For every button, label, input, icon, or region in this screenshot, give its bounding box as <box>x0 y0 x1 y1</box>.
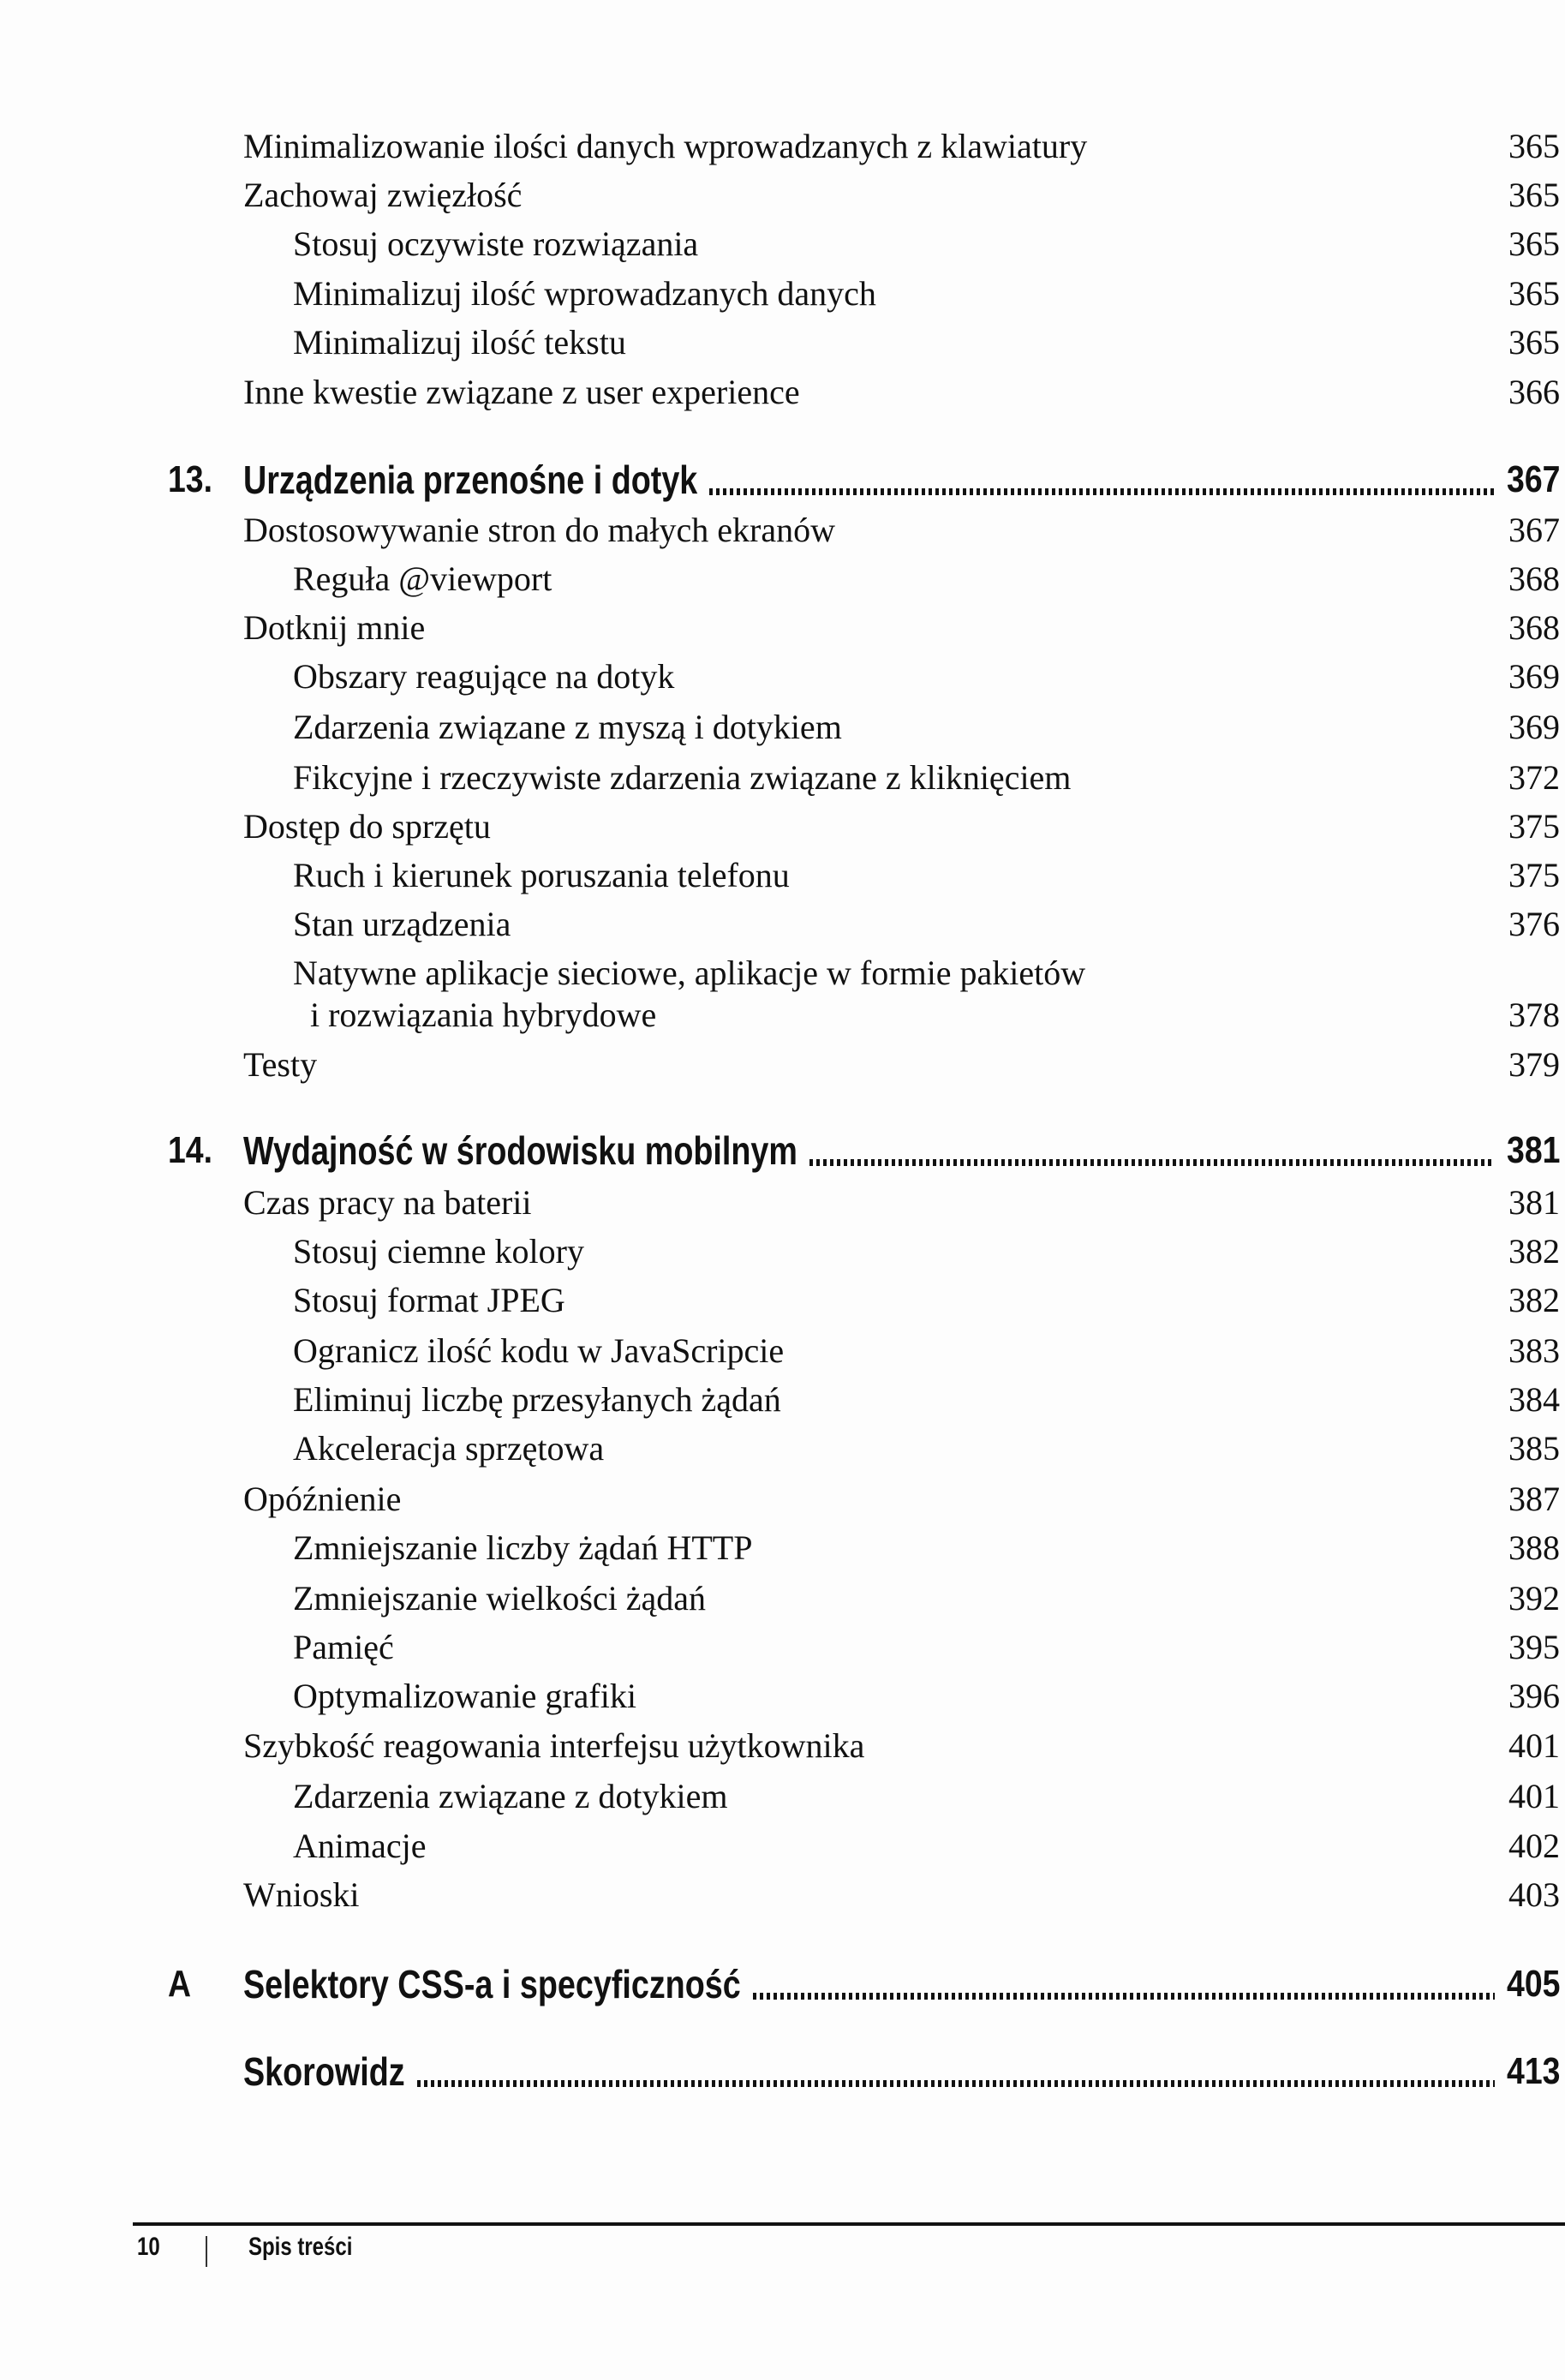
entry-page-number: 392 <box>1508 1579 1560 1618</box>
entry-title: Zmniejszanie liczby żądań HTTP <box>293 1528 753 1567</box>
entry-page-number: 387 <box>1508 1480 1560 1518</box>
entry-page-number: 375 <box>1508 856 1560 894</box>
toc-entry <box>0 851 1565 900</box>
entry-title: Stosuj oczywiste rozwiązania <box>293 224 699 263</box>
toc-entry <box>0 990 1565 1040</box>
entry-title: Optymalizowanie grafiki <box>293 1677 636 1715</box>
entry-title: Ruch i kierunek poruszania telefonu <box>293 856 790 894</box>
entry-title: Zdarzenia związane z myszą i dotykiem <box>293 708 842 746</box>
entry-title: Minimalizuj ilość tekstu <box>293 323 626 362</box>
toc-entry <box>0 1227 1565 1277</box>
toc-entry <box>0 1623 1565 1672</box>
entry-page-number: 365 <box>1508 176 1560 214</box>
entry-title: Akceleracja sprzętowa <box>293 1429 605 1468</box>
entry-title: Minimalizowanie ilości danych wprowadzanych z klawiatury <box>243 127 1088 165</box>
chapter-number: 14. <box>168 1129 212 1171</box>
entry-page-number: 395 <box>1508 1628 1560 1666</box>
toc-entry <box>0 1721 1565 1771</box>
entry-title: Obszary reagujące na dotyk <box>293 657 675 696</box>
entry-title: Zdarzenia związane z dotykiem <box>293 1777 728 1815</box>
entry-page-number: 401 <box>1508 1777 1560 1815</box>
entry-title: Reguła @viewport <box>293 559 553 598</box>
entry-title: Pamięć <box>293 1628 394 1666</box>
toc-entry <box>0 122 1565 171</box>
chapter-title: Urządzenia przenośne i dotyk <box>243 457 698 502</box>
chapter-title: Wydajność w środowisku mobilnym <box>243 1128 797 1173</box>
chapter-page-number: 413 <box>1506 2050 1560 2092</box>
chapter-number: 13. <box>168 458 212 500</box>
entry-title: Opóźnienie <box>243 1480 402 1518</box>
entry-page-number: 403 <box>1508 1875 1560 1914</box>
entry-page-number: 375 <box>1508 807 1560 846</box>
chapter-page-number: 405 <box>1506 1963 1560 2005</box>
toc-entry <box>0 603 1565 653</box>
toc-entry <box>0 219 1565 269</box>
entry-page-number: 365 <box>1508 224 1560 263</box>
entry-title: Stosuj ciemne kolory <box>293 1232 584 1271</box>
chapter-number: A <box>168 1963 192 2005</box>
toc-entry <box>0 1821 1565 1871</box>
toc-entry <box>0 318 1565 368</box>
dot-leader <box>753 1993 1495 2000</box>
entry-title: Testy <box>243 1045 318 1084</box>
entry-page-number: 365 <box>1508 274 1560 313</box>
toc-entry <box>0 1326 1565 1376</box>
toc-chapter-entry <box>0 1123 1565 1178</box>
entry-title: Inne kwestie związane z user experience <box>243 373 800 411</box>
entry-page-number: 382 <box>1508 1281 1560 1319</box>
toc-entry <box>0 368 1565 417</box>
toc-entry <box>0 505 1565 555</box>
toc-entry <box>0 1424 1565 1474</box>
footer-separator <box>206 2236 207 2267</box>
entry-page-number: 369 <box>1508 657 1560 696</box>
dot-leader <box>417 2080 1495 2087</box>
toc-chapter-entry <box>0 2044 1565 2099</box>
entry-page-number: 365 <box>1508 127 1560 165</box>
dot-leader <box>709 488 1495 495</box>
entry-title: Wnioski <box>243 1875 360 1914</box>
entry-page-number: 368 <box>1508 608 1560 647</box>
toc-entry <box>0 1671 1565 1721</box>
entry-title: Ogranicz ilość kodu w JavaScripcie <box>293 1331 785 1370</box>
entry-page-number: 369 <box>1508 708 1560 746</box>
toc-chapter-entry <box>0 452 1565 507</box>
entry-page-number: 368 <box>1508 559 1560 598</box>
entry-page-number: 401 <box>1508 1726 1560 1765</box>
entry-title: Dotknij mnie <box>243 608 426 647</box>
toc-entry <box>0 753 1565 803</box>
entry-page-number: 381 <box>1508 1183 1560 1222</box>
entry-title: Stan urządzenia <box>293 905 511 943</box>
entry-page-number: 378 <box>1508 996 1560 1034</box>
entry-title: Animacje <box>293 1827 427 1865</box>
dot-leader <box>809 1159 1495 1166</box>
chapter-page-number: 367 <box>1506 458 1560 500</box>
entry-title: Fikcyjne i rzeczywiste zdarzenia związane z kliknięciem <box>293 758 1072 797</box>
entry-title: Minimalizuj ilość wprowadzanych danych <box>293 274 876 313</box>
entry-title: Czas pracy na baterii <box>243 1183 532 1222</box>
toc-entry <box>0 1772 1565 1821</box>
entry-title: Szybkość reagowania interfejsu użytkownika <box>243 1726 865 1765</box>
toc-entry <box>0 1276 1565 1325</box>
entry-page-number: 396 <box>1508 1677 1560 1715</box>
entry-title: Dostęp do sprzętu <box>243 807 491 846</box>
chapter-title: Selektory CSS-a i specyficzność <box>243 1962 741 2006</box>
toc-entry <box>0 269 1565 319</box>
toc-entry <box>0 1870 1565 1920</box>
entry-page-number: 402 <box>1508 1827 1560 1865</box>
toc-entry <box>0 900 1565 949</box>
toc-entry <box>0 170 1565 220</box>
entry-page-number: 382 <box>1508 1232 1560 1271</box>
entry-page-number: 367 <box>1508 511 1560 549</box>
entry-page-number: 366 <box>1508 373 1560 411</box>
toc-entry <box>0 802 1565 852</box>
entry-title: i rozwiązania hybrydowe <box>310 996 657 1034</box>
toc-entry <box>0 1523 1565 1573</box>
entry-page-number: 379 <box>1508 1045 1560 1084</box>
entry-page-number: 383 <box>1508 1331 1560 1370</box>
toc-entry <box>0 1474 1565 1524</box>
toc-entry <box>0 1178 1565 1228</box>
toc-entry <box>0 554 1565 604</box>
footer-title: Spis treści <box>248 2233 353 2261</box>
entry-page-number: 365 <box>1508 323 1560 362</box>
chapter-title: Skorowidz <box>243 2049 405 2094</box>
entry-title: Zachowaj zwięzłość <box>243 176 523 214</box>
entry-title: Natywne aplikacje sieciowe, aplikacje w formie pakietów <box>293 954 1086 992</box>
chapter-page-number: 381 <box>1506 1129 1560 1171</box>
toc-entry <box>0 703 1565 752</box>
toc-entry <box>0 1574 1565 1624</box>
toc-entry <box>0 1375 1565 1425</box>
toc-entry <box>0 1040 1565 1090</box>
entry-title: Stosuj format JPEG <box>293 1281 565 1319</box>
footer-page-number: 10 <box>137 2233 160 2261</box>
entry-title: Eliminuj liczbę przesyłanych żądań <box>293 1380 781 1419</box>
entry-page-number: 384 <box>1508 1380 1560 1419</box>
entry-page-number: 385 <box>1508 1429 1560 1468</box>
entry-title: Dostosowywanie stron do małych ekranów <box>243 511 835 549</box>
entry-page-number: 372 <box>1508 758 1560 797</box>
footer-rule <box>133 2222 1565 2226</box>
toc-chapter-entry <box>0 1957 1565 2012</box>
entry-page-number: 376 <box>1508 905 1560 943</box>
entry-page-number: 388 <box>1508 1528 1560 1567</box>
toc-entry <box>0 652 1565 702</box>
entry-title: Zmniejszanie wielkości żądań <box>293 1579 707 1618</box>
